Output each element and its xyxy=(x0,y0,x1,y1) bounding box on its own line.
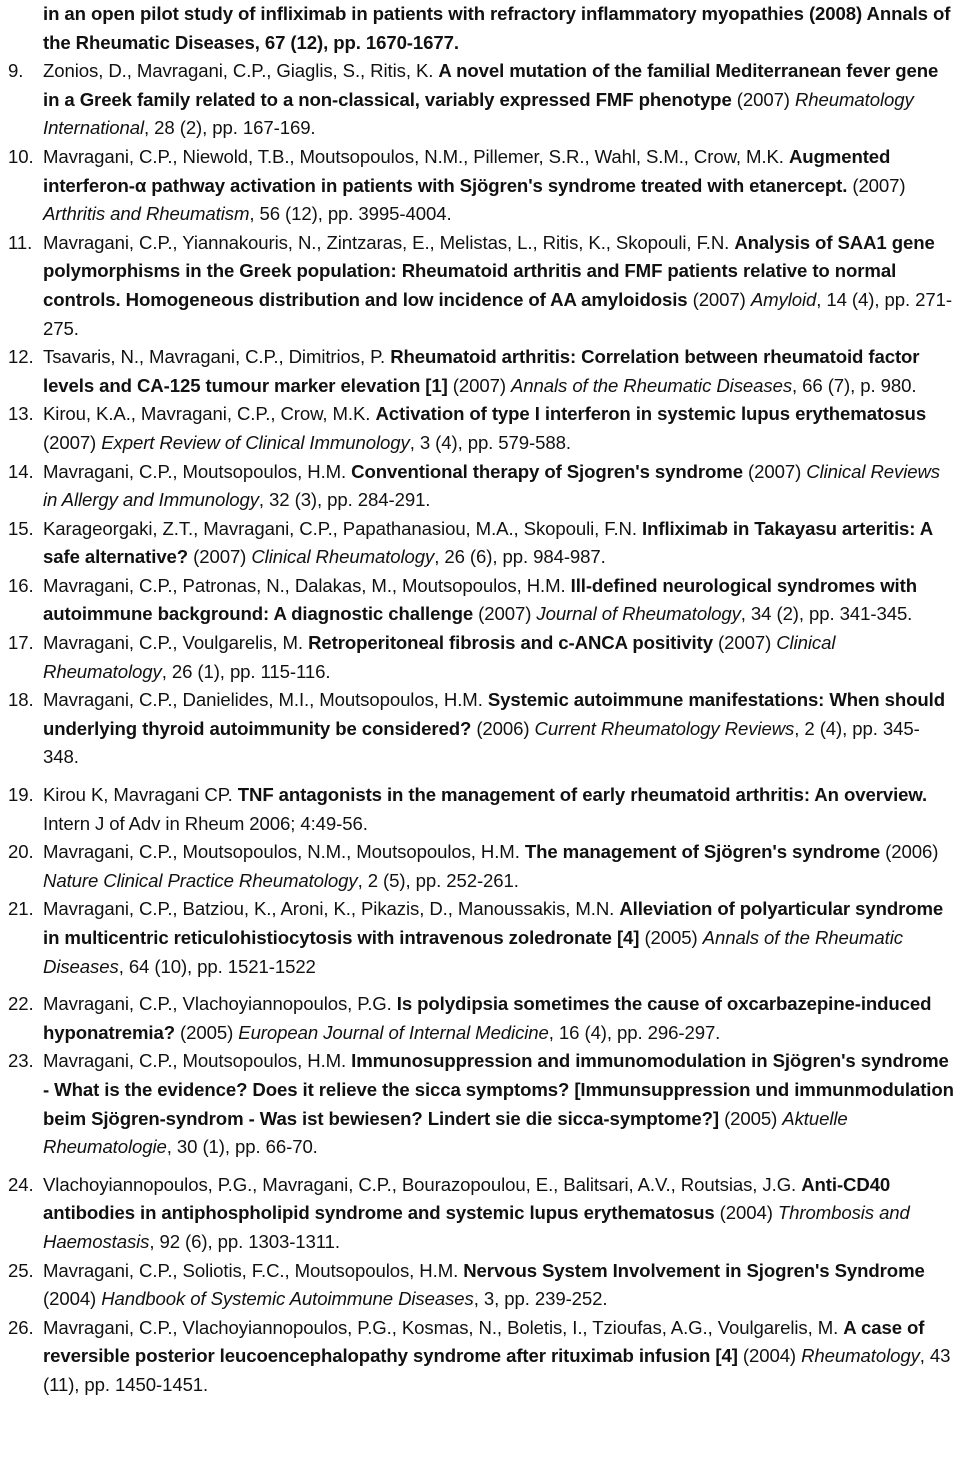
reference-journal: Handbook of Systemic Autoimmune Diseases xyxy=(101,1288,474,1310)
reference-journal: Annals of the Rheumatic Diseases xyxy=(43,927,903,977)
reference-item: 14. Mavragani, C.P., Moutsopoulos, H.M. Conventional therapy of Sjogren's syndrome (2007) Clinical Reviews in Allergy and Immunology, 32 (3), pp. 284-291. xyxy=(8,458,954,515)
reference-number: 9. xyxy=(8,60,24,82)
reference-number: 13. xyxy=(8,403,34,425)
reference-details: , 26 (6), pp. 984-987. xyxy=(434,546,606,568)
reference-authors: Mavragani, C.P., Soliotis, F.C., Moutsopoulos, H.M. xyxy=(43,1259,459,1281)
reference-authors: Karageorgaki, Z.T., Mavragani, C.P., Papathanasiou, M.A., Skopouli, F.N. xyxy=(43,517,637,539)
reference-journal: Amyloid xyxy=(750,288,817,310)
reference-number: 18. xyxy=(8,689,34,711)
reference-title: Systemic autoimmune manifestations: When should underlying thyroid autoimmunity be considered? xyxy=(43,689,945,739)
reference-details: , 64 (10), pp. 1521-1522 xyxy=(118,955,316,977)
reference-item: 23. Mavragani, C.P., Moutsopoulos, H.M. Immunosuppression and immunomodulation in Sjögren's syndrome - What is the evidence? Does it relieve the sicca symptoms? [Immunsuppression und immunmodulation beim Sjögren-syndrom - Was ist bewiesen? Lindert sie die sicca-symptome?] (2005) Aktuelle Rheumatologie, 30 (1), pp. 66-70. xyxy=(8,1047,954,1161)
reference-title: Immunosuppression and immunomodulation in Sjögren's syndrome - What is the evidence? Does it relieve the sicca symptoms? [Immunsuppression und immunmodulation beim Sjögren-syndrom - Was ist bewiesen? Lindert sie die sicca-symptome?] xyxy=(43,1050,954,1129)
reference-title: TNF antagonists in the management of early rheumatoid arthritis: An overview. xyxy=(237,784,928,806)
reference-journal: Clinical Rheumatology xyxy=(251,546,435,568)
reference-title: Retroperitoneal fibrosis and c-ANCA positivity xyxy=(308,632,713,654)
reference-title: in an open pilot study of infliximab in patients with refractory inflammatory myopathies xyxy=(43,3,804,24)
reference-item: 9. Zonios, D., Mavragani, C.P., Giaglis, S., Ritis, K. A novel mutation of the familial Mediterranean fever gene in a Greek family related to a non-classical, variably expressed FMF phenotype (2007) Rheumatology International, 28 (2), pp. 167-169. xyxy=(8,57,954,143)
reference-title: Is polydipsia sometimes the cause of oxcarbazepine-induced hyponatremia? xyxy=(43,993,932,1043)
reference-authors: Mavragani, C.P., Danielides, M.I., Moutsopoulos, H.M. xyxy=(43,689,483,711)
reference-number: 12. xyxy=(8,346,34,368)
reference-item: 15. Karageorgaki, Z.T., Mavragani, C.P., Papathanasiou, M.A., Skopouli, F.N. Infliximab in Takayasu arteritis: A safe alternative? (2007) Clinical Rheumatology, 26 (6), pp. 984-987. xyxy=(8,515,954,572)
reference-title: A case of reversible posterior leucoencephalopathy syndrome after rituximab infusion [4] xyxy=(43,1316,925,1367)
reference-authors: Mavragani, C.P., Moutsopoulos, N.M., Moutsopoulos, H.M. xyxy=(43,841,520,863)
reference-journal: Rheumatology International xyxy=(43,88,914,139)
reference-details: , 30 (1), pp. 66-70. xyxy=(166,1136,318,1158)
reference-authors: Vlachoyiannopoulos, P.G., Mavragani, C.P., Bourazopoulou, E., Balitsari, A.V., Routsias, J.G. xyxy=(43,1173,797,1195)
reference-title: Augmented interferon-α pathway activation in patients with Sjögren's syndrome treated with etanercept. xyxy=(43,145,891,196)
reference-details: , 2 (5), pp. 252-261. xyxy=(357,869,519,891)
reference-title: Alleviation of polyarticular syndrome in multicentric reticulohistiocytosis with intravenous zoledronate [4] xyxy=(43,898,944,948)
reference-item: 11. Mavragani, C.P., Yiannakouris, N., Zintzaras, E., Melistas, L., Ritis, K., Skopouli, F.N. Analysis of SAA1 gene polymorphisms in the Greek population: Rheumatoid arthritis and FMF patients relative to normal controls. Homogeneous distribution and low incidence of AA amyloidosis (2007) Amyloid, 14 (4), pp. 271-275. xyxy=(8,229,954,343)
reference-details: , 32 (3), pp. 284-291. xyxy=(258,489,431,511)
reference-number: 26. xyxy=(8,1316,34,1338)
reference-number: 10. xyxy=(8,145,34,167)
reference-number: 16. xyxy=(8,574,34,596)
reference-title: Rheumatoid arthritis: Correlation between rheumatoid factor levels and CA-125 tumour marker elevation [1] xyxy=(43,346,920,396)
reference-number: 24. xyxy=(8,1173,34,1195)
reference-journal: Clinical Rheumatology xyxy=(43,632,836,682)
reference-item: 16. Mavragani, C.P., Patronas, N., Dalakas, M., Moutsopoulos, H.M. Ill-defined neurological syndromes with autoimmune background: A diagnostic challenge (2007) Journal of Rheumatology, 34 (2), pp. 341-345. xyxy=(8,572,954,629)
reference-details: , 3, pp. 239-252. xyxy=(473,1288,608,1310)
reference-journal: Current Rheumatology Reviews xyxy=(534,717,795,739)
reference-title: Ill-defined neurological syndromes with autoimmune background: A diagnostic challenge xyxy=(43,574,917,625)
reference-journal: European Journal of Internal Medicine xyxy=(238,1021,549,1043)
reference-title: The management of Sjögren's syndrome xyxy=(524,841,881,863)
reference-authors: Kirou, K.A., Mavragani, C.P., Crow, M.K. xyxy=(43,403,371,425)
reference-item: 12. Tsavaris, N., Mavragani, C.P., Dimitrios, P. Rheumatoid arthritis: Correlation between rheumatoid factor levels and CA-125 tumour marker elevation [1] (2007) Annals of the Rheumatic Diseases, 66 (7), p. 980. xyxy=(8,343,954,400)
reference-authors: Mavragani, C.P., Voulgarelis, M. xyxy=(43,632,303,654)
reference-authors: Mavragani, C.P., Vlachoyiannopoulos, P.G. xyxy=(43,993,392,1015)
reference-authors: Zonios, D., Mavragani, C.P., Giaglis, S., Ritis, K. xyxy=(43,60,434,82)
reference-authors: Tsavaris, N., Mavragani, C.P., Dimitrios, P. xyxy=(43,346,386,368)
reference-title: Analysis of SAA1 gene polymorphisms in the Greek population: Rheumatoid arthritis and FMF patients relative to normal controls. Homogeneous distribution and low incidence of AA amyloidosis xyxy=(43,231,935,310)
reference-details: , 66 (7), p. 980. xyxy=(792,374,917,396)
reference-title: A novel mutation of the familial Mediterranean fever gene in a Greek family related to a non-classical, variably expressed FMF phenotype xyxy=(43,60,939,110)
reference-item: 17. Mavragani, C.P., Voulgarelis, M. Retroperitoneal fibrosis and c-ANCA positivity (2007) Clinical Rheumatology, 26 (1), pp. 115-116. xyxy=(8,629,954,686)
reference-item: 20. Mavragani, C.P., Moutsopoulos, N.M., Moutsopoulos, H.M. The management of Sjögren's syndrome (2006) Nature Clinical Practice Rheumatology, 2 (5), pp. 252-261. xyxy=(8,838,954,895)
reference-item: 18. Mavragani, C.P., Danielides, M.I., Moutsopoulos, H.M. Systemic autoimmune manifestations: When should underlying thyroid autoimmunity be considered? (2006) Current Rheumatology Reviews, 2 (4), pp. 345-348. xyxy=(8,686,954,772)
reference-authors: Mavragani, C.P., Niewold, T.B., Moutsopoulos, N.M., Pillemer, S.R., Wahl, S.M., Crow, M.K. xyxy=(43,145,784,167)
reference-details: Intern J of Adv in Rheum 2006; 4:49-56. xyxy=(43,812,368,834)
reference-item xyxy=(8,781,954,838)
reference-title: Nervous System Involvement in Sjogren's Syndrome xyxy=(463,1259,925,1281)
reference-journal: Annals of the Rheumatic Diseases xyxy=(511,374,793,396)
reference-item: 25. Mavragani, C.P., Soliotis, F.C., Moutsopoulos, H.M. Nervous System Involvement in Sjogren's Syndrome (2004) Handbook of Systemic Autoimmune Diseases, 3, pp. 239-252. xyxy=(8,1257,954,1314)
reference-details: , 26 (1), pp. 115-116. xyxy=(161,660,331,682)
reference-details: , 3 (4), pp. 579-588. xyxy=(409,431,571,453)
reference-details: , 16 (4), pp. 296-297. xyxy=(548,1021,721,1043)
reference-number: 22. xyxy=(8,993,34,1015)
reference-authors: Mavragani, C.P., Yiannakouris, N., Zintzaras, E., Melistas, L., Ritis, K., Skopouli, F.N. xyxy=(43,231,730,253)
reference-item xyxy=(8,0,954,57)
reference-item: 26. Mavragani, C.P., Vlachoyiannopoulos, P.G., Kosmas, N., Boletis, I., Tzioufas, A.G., Voulgarelis, M. A case of reversible posterior leucoencephalopathy syndrome after rituximab infusion [4] (2004) Rheumatology, 43 (11), pp. 1450-1451. xyxy=(8,1314,954,1400)
reference-details: , 56 (12), pp. 3995-4004. xyxy=(249,203,452,225)
reference-journal: Expert Review of Clinical Immunology xyxy=(101,431,410,453)
reference-number: 14. xyxy=(8,460,34,482)
reference-journal: Thrombosis and Haemostasis xyxy=(43,1202,910,1252)
reference-number: 11. xyxy=(8,231,33,253)
reference-journal: Arthritis and Rheumatism xyxy=(43,203,250,225)
reference-journal: Clinical Reviews in Allergy and Immunology xyxy=(43,460,941,511)
reference-number: 15. xyxy=(8,517,34,539)
reference-journal: Journal of Rheumatology xyxy=(536,603,741,625)
reference-number: 23. xyxy=(8,1050,34,1072)
reference-item: 22. Mavragani, C.P., Vlachoyiannopoulos, P.G. Is polydipsia sometimes the cause of oxcarbazepine-induced hyponatremia? (2005) European Journal of Internal Medicine, 16 (4), pp. 296-297. xyxy=(8,990,954,1047)
reference-authors: Mavragani, C.P., Batziou, K., Aroni, K., Pikazis, D., Manoussakis, M.N. xyxy=(43,898,615,920)
reference-title: Conventional therapy of Sjogren's syndrome xyxy=(351,460,743,482)
reference-number: 19. xyxy=(8,784,34,806)
reference-item: 24. Vlachoyiannopoulos, P.G., Mavragani, C.P., Bourazopoulou, E., Balitsari, A.V., Routsias, J.G. Anti-CD40 antibodies in antiphospholipid syndrome and systemic lupus erythematosus (2004) Thrombosis and Haemostasis, 92 (6), pp. 1303-1311. xyxy=(8,1171,954,1257)
reference-details: , 43 (11), pp. 1450-1451. xyxy=(43,1345,951,1395)
reference-number: 21. xyxy=(8,898,34,920)
reference-authors: Kirou K, Mavragani CP. xyxy=(43,784,233,806)
reference-journal: Nature Clinical Practice Rheumatology xyxy=(43,869,358,891)
reference-details: , 92 (6), pp. 1303-1311. xyxy=(149,1230,340,1252)
reference-details: (2008) Annals of the Rheumatic Diseases, 67 (12), pp. 1670-1677. xyxy=(43,3,951,53)
reference-authors: Mavragani, C.P., Moutsopoulos, H.M. xyxy=(43,1050,347,1072)
reference-item: 21. Mavragani, C.P., Batziou, K., Aroni, K., Pikazis, D., Manoussakis, M.N. Alleviation of polyarticular syndrome in multicentric reticulohistiocytosis with intravenous zoledronate [4] (2005) Annals of the Rheumatic Diseases, 64 (10), pp. 1521-1522 xyxy=(8,895,954,981)
reference-details: , 14 (4), pp. 271-275. xyxy=(43,288,952,339)
reference-number: 20. xyxy=(8,841,34,863)
reference-title: Anti-CD40 antibodies in antiphospholipid syndrome and systemic lupus erythematosus xyxy=(43,1173,891,1224)
reference-details: , 28 (2), pp. 167-169. xyxy=(144,117,316,139)
reference-item: 13. Kirou, K.A., Mavragani, C.P., Crow, M.K. Activation of type I interferon in systemic lupus erythematosus (2007) Expert Review of Clinical Immunology, 3 (4), pp. 579-588. xyxy=(8,400,954,457)
reference-title: Activation of type I interferon in systemic lupus erythematosus xyxy=(375,403,927,425)
reference-number: 17. xyxy=(8,632,34,654)
reference-authors: Mavragani, C.P., Vlachoyiannopoulos, P.G., Kosmas, N., Boletis, I., Tzioufas, A.G., Voulgarelis, M. xyxy=(43,1316,839,1338)
reference-item: 10. Mavragani, C.P., Niewold, T.B., Moutsopoulos, N.M., Pillemer, S.R., Wahl, S.M., Crow, M.K. Augmented interferon-α pathway activation in patients with Sjögren's syndrome treated with etanercept. (2007) Arthritis and Rheumatism, 56 (12), pp. 3995-4004. xyxy=(8,143,954,229)
reference-journal: Rheumatology xyxy=(801,1345,920,1367)
reference-authors: Mavragani, C.P., Moutsopoulos, H.M. xyxy=(43,460,347,482)
reference-details: , 34 (2), pp. 341-345. xyxy=(740,603,913,625)
reference-authors: Mavragani, C.P., Patronas, N., Dalakas, M., Moutsopoulos, H.M. xyxy=(43,574,566,596)
reference-details: , 2 (4), pp. 345-348. xyxy=(43,717,920,768)
reference-number: 25. xyxy=(8,1259,34,1281)
reference-title: Infliximab in Takayasu arteritis: A safe alternative? xyxy=(43,517,933,568)
reference-journal: Aktuelle Rheumatologie xyxy=(43,1107,848,1158)
